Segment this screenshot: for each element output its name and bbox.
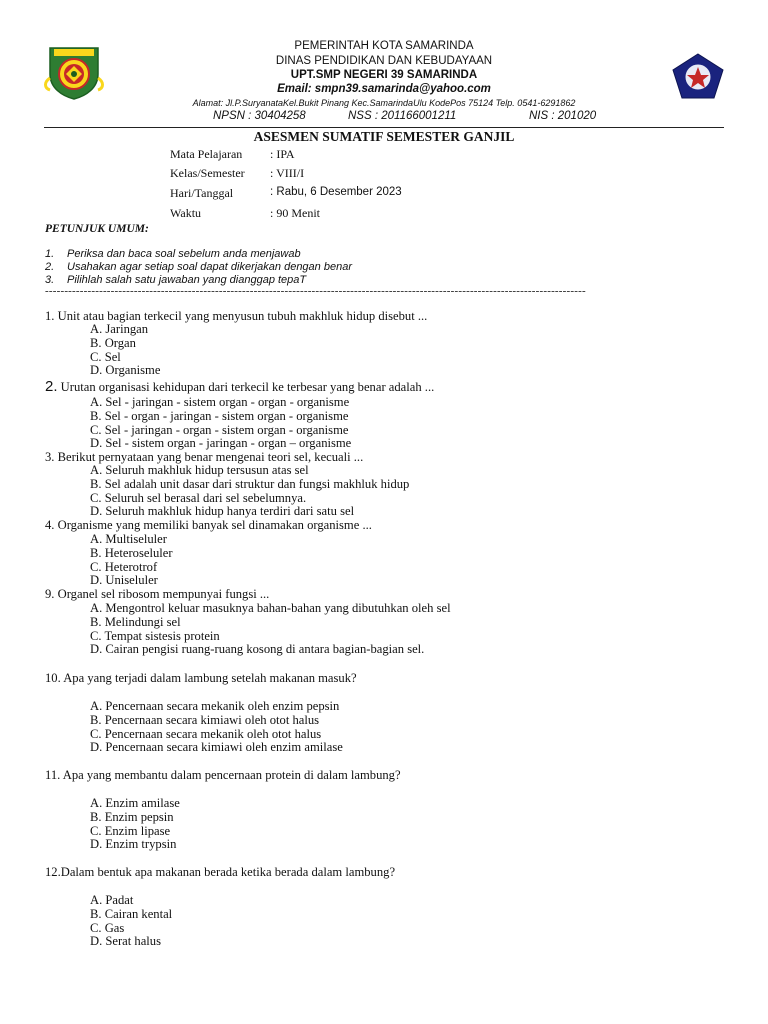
nss-code: NSS : 201166001211 (348, 110, 457, 122)
question-number: 2. (45, 378, 58, 395)
answer-option[interactable]: A. Pencernaan secara mekanik oleh enzim pepsin (90, 699, 340, 713)
answer-option[interactable]: D. Organisme (90, 363, 161, 378)
question-number: 3. (45, 450, 55, 464)
question-text (45, 378, 434, 395)
info-label: Kelas/Semester (170, 166, 245, 180)
answer-option[interactable]: B. Cairan kental (90, 906, 173, 921)
answer-option[interactable]: D. Cairan pengisi ruang-ruang kosong di antara bagian-bagian sel. (90, 642, 425, 657)
answer-option[interactable]: D. Uniseluler (90, 573, 158, 588)
header-divider (44, 127, 724, 128)
instruction-number: 3. (45, 274, 55, 286)
question-number: 12. (45, 865, 61, 879)
info-label: Mata Pelajaran (170, 147, 243, 161)
question-number: 9. (45, 587, 55, 601)
question-text (45, 768, 401, 783)
info-value: : 90 Menit (270, 206, 320, 220)
instruction-text: Periksa dan baca soal sebelum anda menjawab (67, 248, 301, 260)
answer-option[interactable]: B. Melindungi sel (90, 614, 181, 629)
question-number: 10. (45, 671, 61, 685)
question-body: Unit atau bagian terkecil yang menyusun tubuh makhluk hidup disebut ... (54, 309, 428, 323)
question-text (45, 671, 357, 686)
answer-option[interactable]: D. Serat halus (90, 934, 161, 949)
npsn-code: NPSN : 30404258 (213, 110, 306, 122)
question-body: Apa yang membantu dalam pencernaan protein di dalam lambung? (60, 768, 401, 782)
instruction-item (45, 261, 352, 273)
answer-option[interactable]: C. Pencernaan secara mekanik oleh otot halus (90, 726, 322, 741)
answer-option[interactable]: C. Heterotrof (90, 559, 158, 574)
answer-option[interactable]: B. Sel adalah unit dasar dari struktur dan fungsi makhluk hidup (90, 476, 410, 491)
question-number: 11. (45, 768, 61, 782)
answer-option[interactable]: A. Padat (90, 893, 134, 907)
answer-option[interactable]: D. Seluruh makhluk hidup hanya terdiri dari satu sel (90, 504, 355, 519)
question-body: Dalam bentuk apa makanan berada ketika berada dalam lambung? (60, 865, 396, 879)
question-body: Organel sel ribosom mempunyai fungsi ... (54, 587, 270, 601)
answer-option[interactable]: C. Sel (90, 349, 121, 364)
info-value: : IPA (270, 147, 295, 161)
instruction-number: 1. (45, 248, 55, 260)
answer-option[interactable]: A. Mengontrol keluar masuknya bahan-bahan yang dibutuhkan oleh sel (90, 601, 451, 615)
question-number: 4. (45, 518, 55, 532)
question-body: Apa yang terjadi dalam lambung setelah makanan masuk? (60, 671, 357, 685)
answer-option[interactable]: A. Enzim amilase (90, 796, 180, 810)
answer-option[interactable]: A. Sel - jaringan - sistem organ - organ - organisme (90, 395, 350, 409)
answer-option[interactable]: C. Seluruh sel berasal dari sel sebelumnya. (90, 490, 307, 505)
answer-option[interactable]: D. Sel - sistem organ - jaringan - organ – organisme (90, 436, 352, 451)
school-email: Email: smpn39.samarinda@yahoo.com (277, 83, 491, 95)
info-label: Hari/Tanggal (170, 186, 234, 200)
answer-option[interactable]: B. Sel - organ - jaringan - sistem organ - organisme (90, 408, 349, 423)
info-value: : Rabu, 6 Desember 2023 (270, 186, 402, 198)
answer-option[interactable]: D. Pencernaan secara kimiawi oleh enzim amilase (90, 740, 343, 755)
dashed-separator: -------------------------------------------------------------------------------------------------------------------------------------------- (45, 285, 586, 297)
answer-option[interactable]: A. Multiseluler (90, 532, 167, 546)
answer-option[interactable]: B. Organ (90, 335, 136, 350)
answer-option[interactable]: C. Enzim lipase (90, 823, 171, 838)
question-text (45, 587, 269, 602)
instruction-text: Pilihlah salah satu jawaban yang dianggap tepaT (67, 274, 307, 286)
answer-option[interactable]: C. Tempat sistesis protein (90, 628, 220, 643)
question-text (45, 865, 395, 880)
question-body: Organisme yang memiliki banyak sel dinamakan organisme ... (54, 518, 372, 532)
government-line: PEMERINTAH KOTA SAMARINDA (294, 40, 474, 52)
answer-option[interactable]: C. Gas (90, 920, 125, 935)
question-body: Urutan organisasi kehidupan dari terkecil ke terbesar yang benar adalah ... (57, 380, 435, 394)
question-number: 1. (45, 309, 55, 323)
instruction-number: 2. (45, 261, 55, 273)
instruction-text: Usahakan agar setiap soal dapat dikerjakan dengan benar (67, 261, 352, 273)
school-address: Alamat: Jl.P.SuryanataKel.Bukit Pinang Kec.SamarindaUlu KodePos 75124 Telp. 0541-6291862 (192, 98, 576, 108)
question-text (45, 518, 372, 533)
question-body: Berikut pernyataan yang benar mengenai teori sel, kecuali ... (54, 450, 364, 464)
department-line: DINAS PENDIDIKAN DAN KEBUDAYAAN (275, 55, 493, 67)
answer-option[interactable]: B. Pencernaan secara kimiawi oleh otot halus (90, 712, 320, 727)
answer-option[interactable]: A. Seluruh makhluk hidup tersusun atas sel (90, 463, 309, 477)
answer-option[interactable]: B. Heteroseluler (90, 545, 173, 560)
nis-code: NIS : 201020 (529, 110, 597, 122)
answer-option[interactable]: C. Sel - jaringan - organ - sistem organ - organisme (90, 422, 349, 437)
info-label: Waktu (170, 206, 202, 220)
instructions-heading: PETUNJUK UMUM: (45, 223, 149, 235)
instruction-item (45, 248, 301, 260)
exam-title: ASESMEN SUMATIF SEMESTER GANJIL (253, 129, 515, 144)
answer-option[interactable]: B. Enzim pepsin (90, 809, 174, 824)
answer-option[interactable]: D. Enzim trypsin (90, 837, 177, 852)
info-value: : VIII/I (270, 166, 305, 180)
answer-option[interactable]: A. Jaringan (90, 322, 149, 336)
school-name: UPT.SMP NEGERI 39 SAMARINDA (290, 69, 478, 81)
